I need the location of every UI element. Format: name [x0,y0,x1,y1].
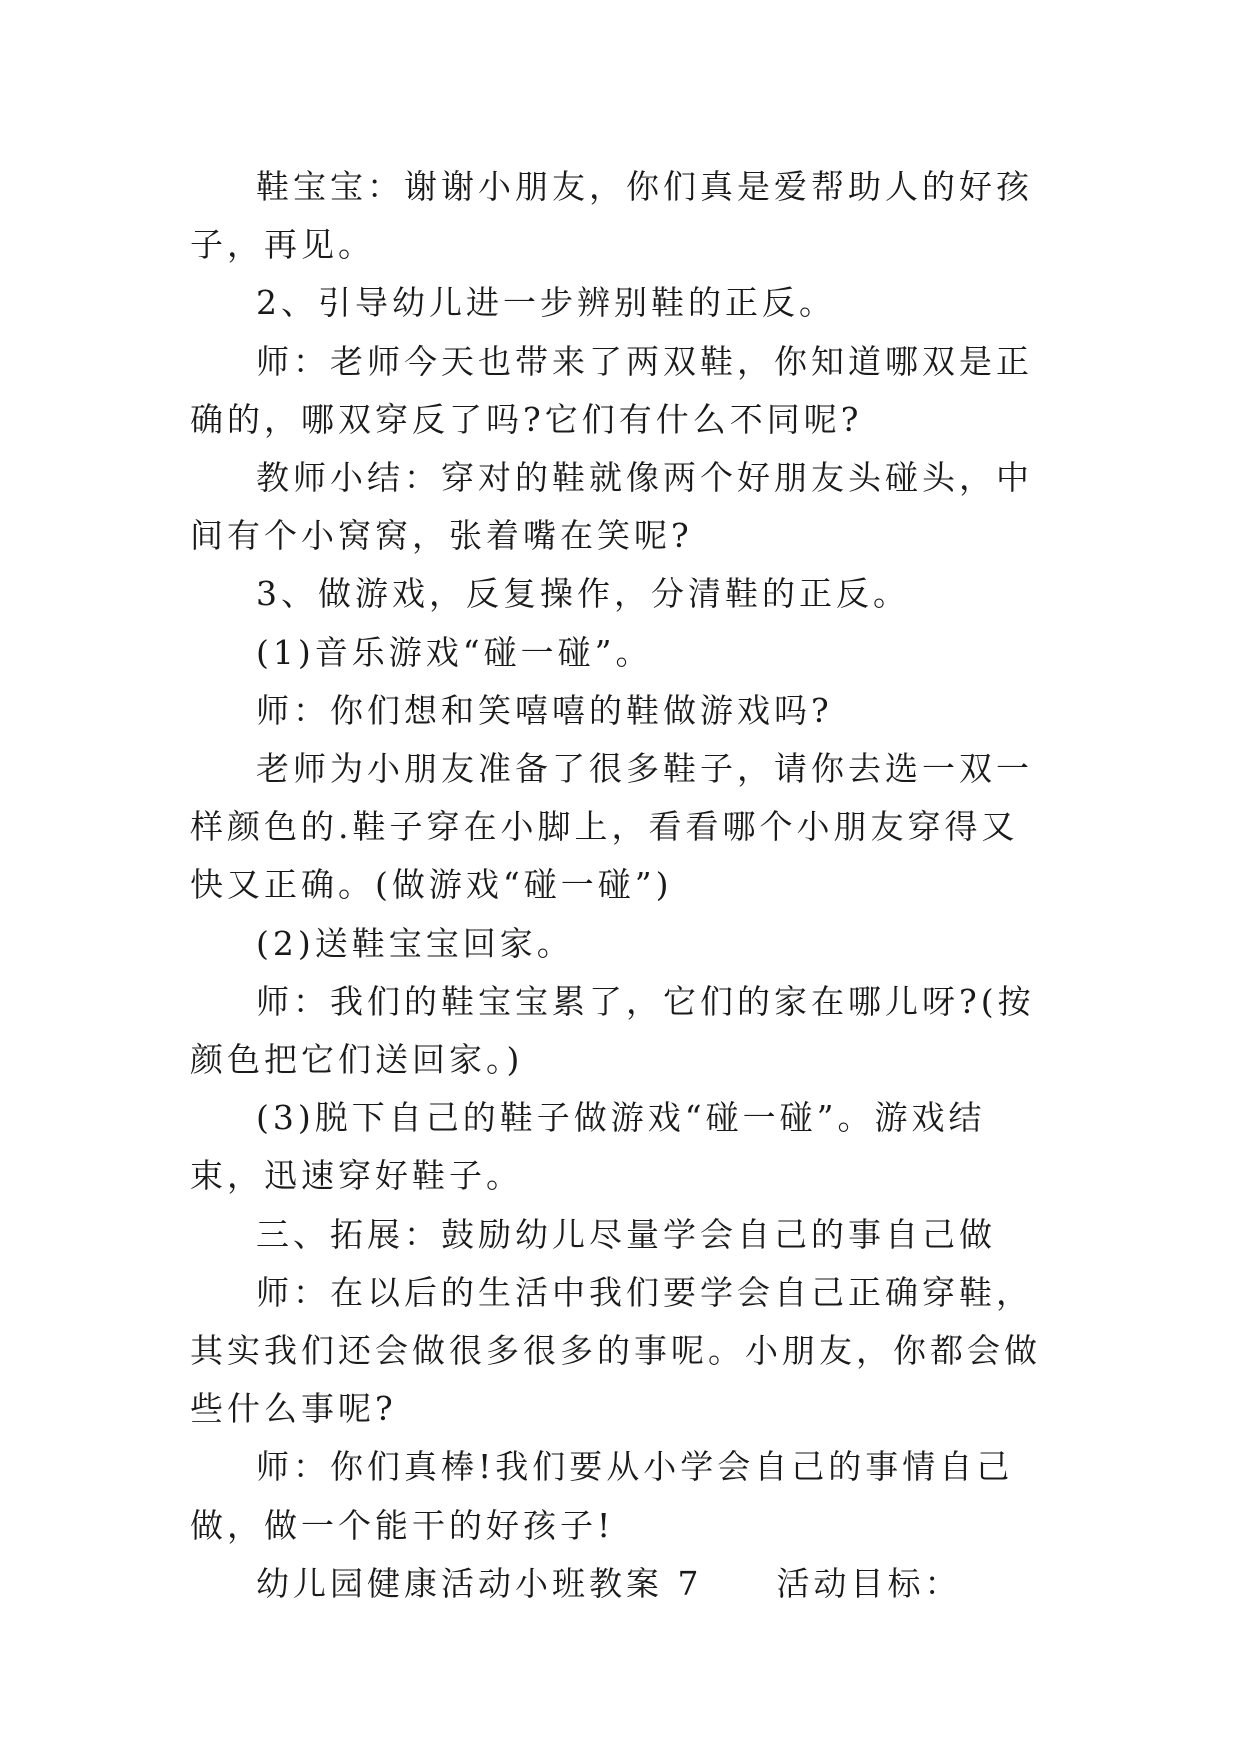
paragraph: 3、做游戏，反复操作，分清鞋的正反。 [256,574,910,614]
paragraph: 老师为小朋友准备了很多鞋子，请你去选一双一样颜色的.鞋子穿在小脚上，看看哪个小朋友穿得又快又正确。(做游戏“碰一碰”) [190,749,1033,905]
paragraph: 师：我们的鞋宝宝累了，它们的家在哪儿呀?(按颜色把它们送回家。) [190,981,1035,1080]
paragraph: 师：在以后的生活中我们要学会自己正确穿鞋，其实我们还会做很多很多的事呢。小朋友，你都会做些什么事呢? [190,1272,1041,1429]
paragraph: 2、引导幼儿进一步辨别鞋的正反。 [256,283,836,323]
paragraph: 幼儿园健康活动小班教案 7 活动目标： [256,1563,962,1603]
paragraph: 师：你们真棒!我们要从小学会自己的事情自己做，做一个能干的好孩子! [190,1447,1014,1545]
paragraph: 鞋宝宝：谢谢小朋友，你们真是爱帮助人的好孩子，再见。 [190,167,1033,265]
paragraph: 师：你们想和笑嘻嘻的鞋做游戏吗? [256,690,833,730]
paragraph: 教师小结：穿对的鞋就像两个好朋友头碰头，中间有个小窝窝，张着嘴在笑呢? [190,458,1033,556]
paragraph: (1)音乐游戏“碰一碰”。 [256,632,653,672]
paragraph: (2)送鞋宝宝回家。 [256,923,574,963]
paragraph: 师：老师今天也带来了两双鞋，你知道哪双是正确的，哪双穿反了吗?它们有什么不同呢? [190,341,1033,439]
document-body [190,158,1050,1613]
paragraph: (3)脱下自己的鞋子做游戏“碰一碰”。游戏结束，迅速穿好鞋子。 [190,1098,986,1196]
paragraph: 三、拓展：鼓励幼儿尽量学会自己的事自己做 [256,1214,996,1254]
